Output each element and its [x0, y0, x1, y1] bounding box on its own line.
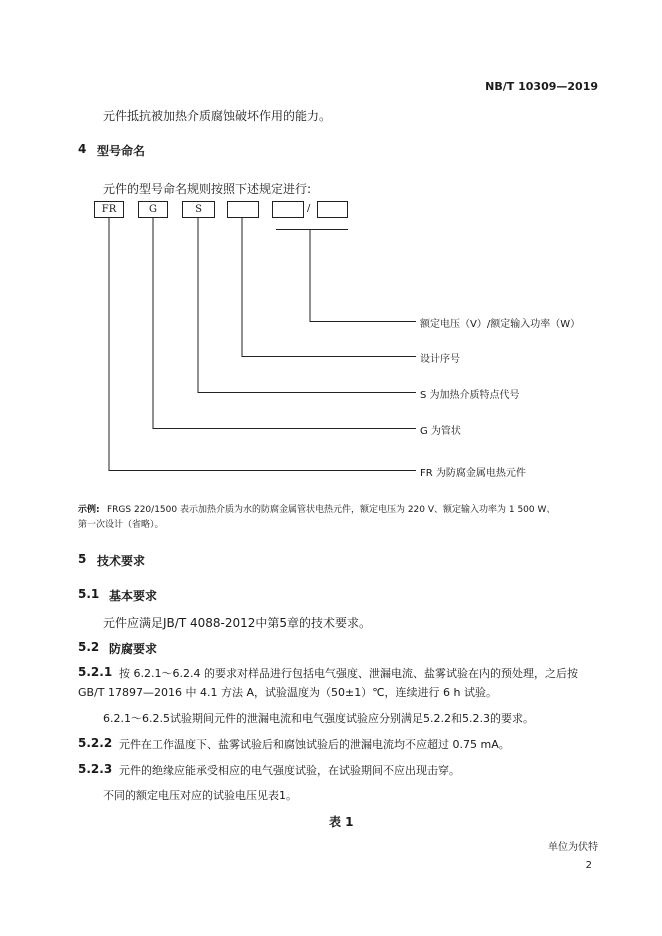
- code-box-fr: FR: [94, 201, 124, 218]
- label-design-seq: 设计序号: [420, 354, 460, 365]
- section-5-1-text: 元件应满足JB/T 4088-2012中第5章的技术要求。: [103, 616, 372, 630]
- label-s-code: S 为加热介质特点代号: [420, 390, 520, 401]
- connector-s-code: [198, 218, 416, 393]
- section-5-1-title: 基本要求: [109, 589, 158, 603]
- section-4-number: 4: [78, 142, 87, 156]
- section-5-2-2-text: 元件在工作温度下、盐雾试验后和腐蚀试验后的泄漏电流均不应超过 0.75 mA。: [119, 738, 510, 751]
- section-5-2-title: 防腐要求: [109, 642, 158, 656]
- page-number: 2: [585, 860, 592, 871]
- connector-fr-code: [109, 218, 416, 471]
- naming-rule-text: 元件的型号命名规则按照下述规定进行:: [103, 182, 312, 196]
- section-5-1-number: 5.1: [78, 587, 100, 601]
- intro-tail-text: 元件抵抗被加热介质腐蚀破坏作用的能力。: [103, 109, 332, 123]
- section-5-2-3-table-reference: 不同的额定电压对应的试验电压见表1。: [103, 789, 297, 802]
- section-5-2-number: 5.2: [78, 640, 100, 654]
- section-4-title: 型号命名: [97, 144, 146, 158]
- section-5-2-1-text: 按 6.2.1～6.2.4 的要求对样品进行包括电气强度、泄漏电流、盐雾试验在内的预处理，之后按: [119, 667, 578, 680]
- slash-separator: /: [307, 203, 311, 214]
- section-5-2-1-text-continued: GB/T 17897—2016 中 4.1 方法 A，试验温度为（50±1）℃，连续进行 6 h 试验。: [78, 686, 498, 699]
- connector-design-seq: [242, 218, 416, 357]
- connector-g-code: [153, 218, 416, 429]
- table-title: 表 1: [329, 815, 354, 829]
- section-5-2-3-number: 5.2.3: [78, 762, 113, 776]
- code-box-g: G: [138, 201, 168, 218]
- example-label: 示例:: [78, 505, 100, 515]
- section-5-2-1-requirement: 6.2.1～6.2.5试验期间元件的泄漏电流和电气强度试验应分别满足5.2.2和5.2.3的要求。: [103, 712, 534, 725]
- example-text-continued: 第一次设计（省略）。: [78, 520, 164, 530]
- section-5-2-3-text: 元件的绝缘应能承受相应的电气强度试验，在试验期间不应出现击穿。: [119, 764, 460, 777]
- section-5-number: 5: [78, 552, 87, 566]
- table-unit: 单位为伏特: [548, 842, 598, 853]
- example-text: FRGS 220/1500 表示加热介质为水的防腐金属管状电热元件，额定电压为 220 V、额定输入功率为 1 500 W、: [107, 505, 556, 515]
- section-5-2-2-number: 5.2.2: [78, 736, 113, 750]
- label-g-code: G 为管状: [420, 426, 461, 437]
- section-5-2-1-number: 5.2.1: [78, 665, 113, 679]
- connector-voltage-power: [310, 230, 416, 322]
- code-box-s: S: [182, 201, 215, 218]
- section-5-title: 技术要求: [97, 554, 146, 568]
- label-voltage-power: 额定电压（V）/额定输入功率（W）: [420, 319, 581, 330]
- standard-code: NB/T 10309—2019: [485, 80, 598, 93]
- label-fr-code: FR 为防腐金属电热元件: [420, 468, 526, 479]
